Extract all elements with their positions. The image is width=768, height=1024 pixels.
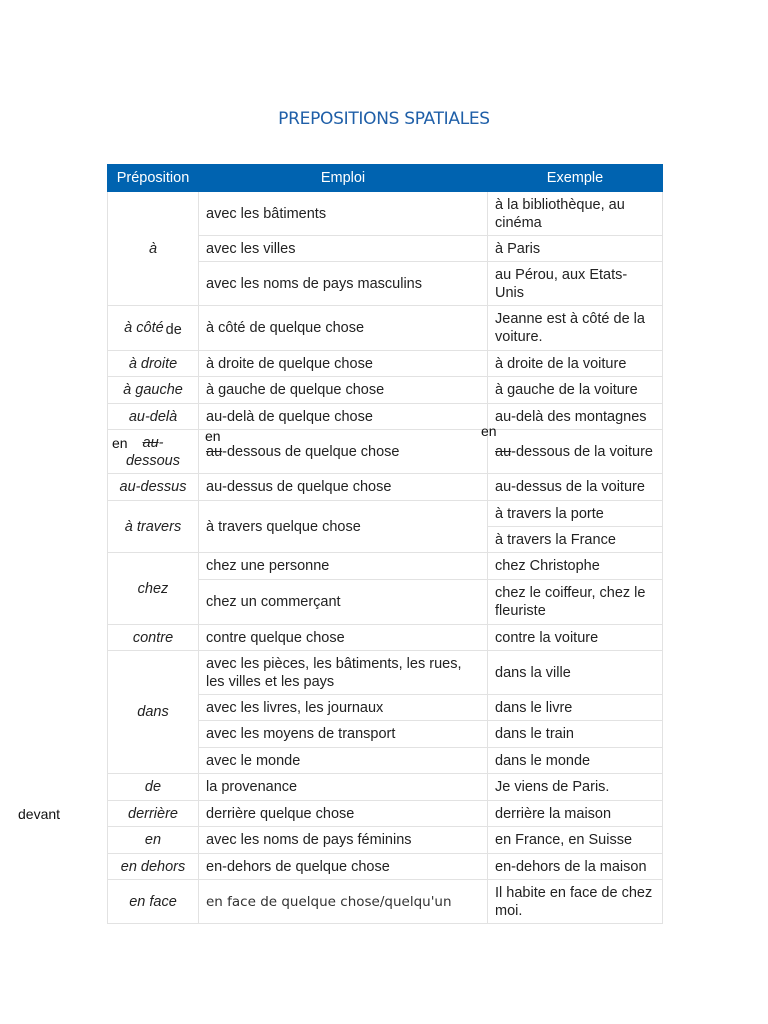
emploi-cell: à gauche de quelque chose xyxy=(199,377,488,404)
preposition-cell: en face xyxy=(108,880,199,924)
preposition-cell: au-dessus xyxy=(108,474,199,501)
prepositions-table xyxy=(107,164,663,924)
emploi-cell: à côté de quelque chose xyxy=(199,306,488,351)
exemple-cell: au Pérou, aux Etats-Unis xyxy=(488,262,663,306)
table-row xyxy=(108,501,663,527)
emploi-cell xyxy=(199,430,488,474)
exemple-cell: à Paris xyxy=(488,236,663,262)
exemple-cell: Je viens de Paris. xyxy=(488,774,663,801)
handwritten-en-emploi: en xyxy=(205,428,221,444)
exemple-cell: Jeanne est à côté de la voiture. xyxy=(488,306,663,351)
preposition-cell: à droite xyxy=(108,351,199,377)
emploi-cell: en-dehors de quelque chose xyxy=(199,854,488,880)
emploi-cell: avec les livres, les journaux xyxy=(199,695,488,721)
table-row xyxy=(108,801,663,827)
table-row xyxy=(108,774,663,801)
emploi-cell: avec les noms de pays masculins xyxy=(199,262,488,306)
exemple-cell: dans la ville xyxy=(488,651,663,695)
struck-text: au xyxy=(206,443,223,460)
emploi-cell: à travers quelque chose xyxy=(199,501,488,553)
preposition-cell: au-delà xyxy=(108,404,199,430)
handwritten-de: de xyxy=(165,322,182,338)
preposition-cell: contre xyxy=(108,625,199,651)
preposition-text: - xyxy=(158,434,164,451)
emploi-cell: au-dessus de quelque chose xyxy=(199,474,488,501)
table-row xyxy=(108,351,663,377)
exemple-cell: derrière la maison xyxy=(488,801,663,827)
exemple-cell: en France, en Suisse xyxy=(488,827,663,854)
exemple-cell: à la bibliothèque, au cinéma xyxy=(488,192,663,236)
exemple-cell: chez le coiffeur, chez le fleuriste xyxy=(488,580,663,625)
exemple-cell: chez Christophe xyxy=(488,553,663,580)
handwritten-en-preposition: en xyxy=(112,435,128,451)
preposition-text: à côté xyxy=(124,320,164,336)
exemple-cell: dans le train xyxy=(488,721,663,748)
preposition-cell: chez xyxy=(108,553,199,625)
exemple-cell: à droite de la voiture xyxy=(488,351,663,377)
emploi-cell: avec les noms de pays féminins xyxy=(199,827,488,854)
table-row xyxy=(108,474,663,501)
emploi-cell: à droite de quelque chose xyxy=(199,351,488,377)
emploi-cell: en face de quelque chose/quelqu'un xyxy=(199,880,488,924)
exemple-cell: au-delà des montagnes xyxy=(488,404,663,430)
exemple-cell: à gauche de la voiture xyxy=(488,377,663,404)
preposition-cell: à travers xyxy=(108,501,199,553)
table-row xyxy=(108,306,663,351)
table-row xyxy=(108,430,663,474)
handwritten-en-exemple: en xyxy=(481,423,497,439)
table-row xyxy=(108,192,663,236)
exemple-cell: à travers la porte xyxy=(488,501,663,527)
preposition-cell: à xyxy=(108,192,199,306)
table-header-row xyxy=(108,165,663,192)
emploi-cell: avec les bâtiments xyxy=(199,192,488,236)
preposition-cell: à gauche xyxy=(108,377,199,404)
exemple-cell: dans le monde xyxy=(488,748,663,774)
exemple-cell: au-dessus de la voiture xyxy=(488,474,663,501)
emploi-cell: avec les villes xyxy=(199,236,488,262)
preposition-cell: dans xyxy=(108,651,199,774)
preposition-cell: de xyxy=(108,774,199,801)
exemple-cell: en-dehors de la maison xyxy=(488,854,663,880)
struck-text: au xyxy=(495,443,512,460)
table-row xyxy=(108,553,663,580)
emploi-cell: contre quelque chose xyxy=(199,625,488,651)
emploi-cell: chez une personne xyxy=(199,553,488,580)
exemple-cell: contre la voiture xyxy=(488,625,663,651)
preposition-cell: en dehors xyxy=(108,854,199,880)
struck-text: au xyxy=(142,434,159,451)
table-row xyxy=(108,404,663,430)
table-row xyxy=(108,880,663,924)
table-row xyxy=(108,377,663,404)
handwritten-devant: devant xyxy=(18,806,61,822)
exemple-cell xyxy=(488,430,663,474)
emploi-cell: chez un commerçant xyxy=(199,580,488,625)
preposition-cell: en xyxy=(108,827,199,854)
header-emploi: Emploi xyxy=(199,165,488,192)
table-row xyxy=(108,625,663,651)
emploi-cell: avec les pièces, les bâtiments, les rues, les villes et les pays xyxy=(199,651,488,695)
preposition-cell xyxy=(108,306,199,351)
page-title: PREPOSITIONS SPATIALES xyxy=(278,109,490,129)
emploi-cell: la provenance xyxy=(199,774,488,801)
exemple-cell: à travers la France xyxy=(488,527,663,553)
header-preposition: Préposition xyxy=(108,165,199,192)
exemple-cell: Il habite en face de chez moi. xyxy=(488,880,663,924)
emploi-cell: avec les moyens de transport xyxy=(199,721,488,748)
emploi-cell: au-delà de quelque chose xyxy=(199,404,488,430)
emploi-text: -dessous de quelque chose xyxy=(222,443,400,460)
table-row xyxy=(108,827,663,854)
table-row xyxy=(108,651,663,695)
exemple-cell: dans le livre xyxy=(488,695,663,721)
exemple-text: -dessous de la voiture xyxy=(511,443,653,460)
emploi-cell: derrière quelque chose xyxy=(199,801,488,827)
emploi-cell: avec le monde xyxy=(199,748,488,774)
preposition-text: dessous xyxy=(125,452,180,469)
header-exemple: Exemple xyxy=(488,165,663,192)
preposition-cell: derrière xyxy=(108,801,199,827)
table-row xyxy=(108,854,663,880)
